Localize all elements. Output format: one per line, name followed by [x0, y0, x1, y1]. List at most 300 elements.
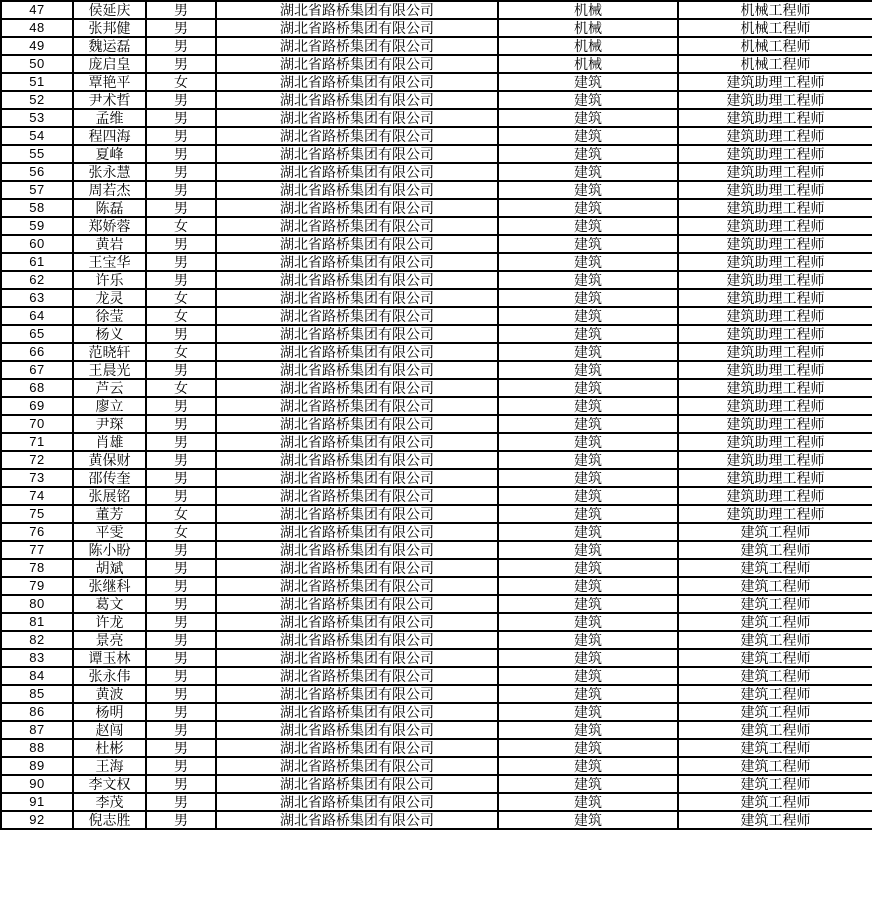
- company-cell: 湖北省路桥集团有限公司: [216, 91, 498, 109]
- title-cell: 建筑助理工程师: [678, 469, 872, 487]
- category-cell: 建筑: [498, 289, 678, 307]
- title-cell: 建筑工程师: [678, 595, 872, 613]
- gender-cell: 男: [146, 541, 216, 559]
- number-cell: 52: [1, 91, 73, 109]
- table-row: [1, 739, 872, 757]
- company-cell: 湖北省路桥集团有限公司: [216, 55, 498, 73]
- name-cell: 王宝华: [73, 253, 146, 271]
- table-row: [1, 433, 872, 451]
- gender-cell: 男: [146, 91, 216, 109]
- name-cell: 胡斌: [73, 559, 146, 577]
- gender-cell: 男: [146, 181, 216, 199]
- title-cell: 建筑助理工程师: [678, 235, 872, 253]
- category-cell: 建筑: [498, 397, 678, 415]
- table-row: [1, 757, 872, 775]
- number-cell: 65: [1, 325, 73, 343]
- table-row: [1, 109, 872, 127]
- company-cell: 湖北省路桥集团有限公司: [216, 253, 498, 271]
- gender-cell: 男: [146, 1, 216, 19]
- table-row: [1, 235, 872, 253]
- company-cell: 湖北省路桥集团有限公司: [216, 109, 498, 127]
- category-cell: 建筑: [498, 199, 678, 217]
- gender-cell: 男: [146, 127, 216, 145]
- category-cell: 建筑: [498, 595, 678, 613]
- number-cell: 50: [1, 55, 73, 73]
- category-cell: 建筑: [498, 523, 678, 541]
- name-cell: 庞启皇: [73, 55, 146, 73]
- company-cell: 湖北省路桥集团有限公司: [216, 433, 498, 451]
- gender-cell: 男: [146, 667, 216, 685]
- category-cell: 建筑: [498, 415, 678, 433]
- name-cell: 黄保财: [73, 451, 146, 469]
- title-cell: 机械工程师: [678, 37, 872, 55]
- title-cell: 机械工程师: [678, 1, 872, 19]
- number-cell: 90: [1, 775, 73, 793]
- gender-cell: 女: [146, 343, 216, 361]
- name-cell: 杨义: [73, 325, 146, 343]
- title-cell: 建筑工程师: [678, 757, 872, 775]
- table-row: [1, 775, 872, 793]
- company-cell: 湖北省路桥集团有限公司: [216, 451, 498, 469]
- name-cell: 平雯: [73, 523, 146, 541]
- gender-cell: 男: [146, 235, 216, 253]
- gender-cell: 男: [146, 451, 216, 469]
- table-row: [1, 685, 872, 703]
- number-cell: 60: [1, 235, 73, 253]
- table-row: [1, 415, 872, 433]
- title-cell: 建筑助理工程师: [678, 289, 872, 307]
- company-cell: 湖北省路桥集团有限公司: [216, 397, 498, 415]
- company-cell: 湖北省路桥集团有限公司: [216, 559, 498, 577]
- gender-cell: 男: [146, 793, 216, 811]
- name-cell: 董芳: [73, 505, 146, 523]
- table-row: [1, 91, 872, 109]
- gender-cell: 男: [146, 271, 216, 289]
- gender-cell: 女: [146, 505, 216, 523]
- title-cell: 机械工程师: [678, 19, 872, 37]
- name-cell: 许龙: [73, 613, 146, 631]
- table-row: [1, 271, 872, 289]
- name-cell: 魏运磊: [73, 37, 146, 55]
- table-row: [1, 649, 872, 667]
- company-cell: 湖北省路桥集团有限公司: [216, 811, 498, 829]
- gender-cell: 男: [146, 613, 216, 631]
- category-cell: 机械: [498, 37, 678, 55]
- category-cell: 建筑: [498, 181, 678, 199]
- company-cell: 湖北省路桥集团有限公司: [216, 145, 498, 163]
- number-cell: 79: [1, 577, 73, 595]
- name-cell: 廖立: [73, 397, 146, 415]
- name-cell: 杜彬: [73, 739, 146, 757]
- name-cell: 张展铭: [73, 487, 146, 505]
- number-cell: 66: [1, 343, 73, 361]
- category-cell: 建筑: [498, 307, 678, 325]
- title-cell: 建筑助理工程师: [678, 73, 872, 91]
- number-cell: 82: [1, 631, 73, 649]
- table-row: [1, 559, 872, 577]
- gender-cell: 男: [146, 559, 216, 577]
- table-row: [1, 343, 872, 361]
- company-cell: 湖北省路桥集团有限公司: [216, 415, 498, 433]
- name-cell: 邵传奎: [73, 469, 146, 487]
- table-row: [1, 613, 872, 631]
- company-cell: 湖北省路桥集团有限公司: [216, 307, 498, 325]
- number-cell: 85: [1, 685, 73, 703]
- category-cell: 建筑: [498, 793, 678, 811]
- gender-cell: 男: [146, 811, 216, 829]
- gender-cell: 男: [146, 649, 216, 667]
- title-cell: 建筑工程师: [678, 541, 872, 559]
- gender-cell: 男: [146, 19, 216, 37]
- category-cell: 建筑: [498, 721, 678, 739]
- number-cell: 56: [1, 163, 73, 181]
- company-cell: 湖北省路桥集团有限公司: [216, 343, 498, 361]
- number-cell: 57: [1, 181, 73, 199]
- gender-cell: 男: [146, 109, 216, 127]
- gender-cell: 男: [146, 703, 216, 721]
- company-cell: 湖北省路桥集团有限公司: [216, 757, 498, 775]
- personnel-table-body: [1, 1, 872, 829]
- title-cell: 建筑工程师: [678, 703, 872, 721]
- company-cell: 湖北省路桥集团有限公司: [216, 271, 498, 289]
- company-cell: 湖北省路桥集团有限公司: [216, 235, 498, 253]
- title-cell: 建筑工程师: [678, 685, 872, 703]
- category-cell: 建筑: [498, 667, 678, 685]
- title-cell: 建筑工程师: [678, 631, 872, 649]
- name-cell: 黄岩: [73, 235, 146, 253]
- category-cell: 建筑: [498, 739, 678, 757]
- title-cell: 建筑助理工程师: [678, 181, 872, 199]
- name-cell: 覃艳平: [73, 73, 146, 91]
- company-cell: 湖北省路桥集团有限公司: [216, 199, 498, 217]
- table-row: [1, 631, 872, 649]
- company-cell: 湖北省路桥集团有限公司: [216, 19, 498, 37]
- category-cell: 建筑: [498, 109, 678, 127]
- category-cell: 建筑: [498, 613, 678, 631]
- table-row: [1, 217, 872, 235]
- gender-cell: 男: [146, 757, 216, 775]
- category-cell: 建筑: [498, 811, 678, 829]
- number-cell: 80: [1, 595, 73, 613]
- table-row: [1, 37, 872, 55]
- category-cell: 建筑: [498, 253, 678, 271]
- company-cell: 湖北省路桥集团有限公司: [216, 163, 498, 181]
- table-row: [1, 181, 872, 199]
- gender-cell: 男: [146, 325, 216, 343]
- number-cell: 48: [1, 19, 73, 37]
- number-cell: 88: [1, 739, 73, 757]
- company-cell: 湖北省路桥集团有限公司: [216, 37, 498, 55]
- title-cell: 建筑工程师: [678, 523, 872, 541]
- gender-cell: 男: [146, 775, 216, 793]
- company-cell: 湖北省路桥集团有限公司: [216, 577, 498, 595]
- gender-cell: 女: [146, 289, 216, 307]
- table-row: [1, 325, 872, 343]
- gender-cell: 男: [146, 631, 216, 649]
- gender-cell: 男: [146, 469, 216, 487]
- title-cell: 建筑助理工程师: [678, 415, 872, 433]
- company-cell: 湖北省路桥集团有限公司: [216, 217, 498, 235]
- table-row: [1, 811, 872, 829]
- gender-cell: 男: [146, 397, 216, 415]
- name-cell: 尹术哲: [73, 91, 146, 109]
- name-cell: 孟维: [73, 109, 146, 127]
- company-cell: 湖北省路桥集团有限公司: [216, 595, 498, 613]
- company-cell: 湖北省路桥集团有限公司: [216, 73, 498, 91]
- gender-cell: 男: [146, 37, 216, 55]
- company-cell: 湖北省路桥集团有限公司: [216, 1, 498, 19]
- gender-cell: 男: [146, 739, 216, 757]
- number-cell: 83: [1, 649, 73, 667]
- company-cell: 湖北省路桥集团有限公司: [216, 793, 498, 811]
- number-cell: 51: [1, 73, 73, 91]
- title-cell: 建筑助理工程师: [678, 325, 872, 343]
- company-cell: 湖北省路桥集团有限公司: [216, 379, 498, 397]
- number-cell: 86: [1, 703, 73, 721]
- number-cell: 75: [1, 505, 73, 523]
- title-cell: 建筑助理工程师: [678, 451, 872, 469]
- table-row: [1, 253, 872, 271]
- category-cell: 建筑: [498, 649, 678, 667]
- category-cell: 建筑: [498, 451, 678, 469]
- table-row: [1, 469, 872, 487]
- title-cell: 建筑助理工程师: [678, 271, 872, 289]
- title-cell: 建筑助理工程师: [678, 91, 872, 109]
- gender-cell: 男: [146, 487, 216, 505]
- name-cell: 杨明: [73, 703, 146, 721]
- name-cell: 李茂: [73, 793, 146, 811]
- number-cell: 73: [1, 469, 73, 487]
- number-cell: 59: [1, 217, 73, 235]
- gender-cell: 男: [146, 361, 216, 379]
- gender-cell: 女: [146, 307, 216, 325]
- company-cell: 湖北省路桥集团有限公司: [216, 541, 498, 559]
- gender-cell: 男: [146, 253, 216, 271]
- name-cell: 赵闯: [73, 721, 146, 739]
- title-cell: 建筑助理工程师: [678, 379, 872, 397]
- name-cell: 芦云: [73, 379, 146, 397]
- title-cell: 建筑助理工程师: [678, 397, 872, 415]
- company-cell: 湖北省路桥集团有限公司: [216, 487, 498, 505]
- gender-cell: 男: [146, 721, 216, 739]
- table-row: [1, 451, 872, 469]
- company-cell: 湖北省路桥集团有限公司: [216, 289, 498, 307]
- number-cell: 84: [1, 667, 73, 685]
- number-cell: 87: [1, 721, 73, 739]
- gender-cell: 男: [146, 55, 216, 73]
- number-cell: 92: [1, 811, 73, 829]
- category-cell: 建筑: [498, 379, 678, 397]
- table-row: [1, 145, 872, 163]
- table-row: [1, 505, 872, 523]
- category-cell: 建筑: [498, 775, 678, 793]
- table-row: [1, 163, 872, 181]
- number-cell: 54: [1, 127, 73, 145]
- number-cell: 89: [1, 757, 73, 775]
- gender-cell: 男: [146, 163, 216, 181]
- gender-cell: 女: [146, 523, 216, 541]
- company-cell: 湖北省路桥集团有限公司: [216, 325, 498, 343]
- company-cell: 湖北省路桥集团有限公司: [216, 631, 498, 649]
- table-row: [1, 703, 872, 721]
- name-cell: 陈小盼: [73, 541, 146, 559]
- name-cell: 黄波: [73, 685, 146, 703]
- number-cell: 61: [1, 253, 73, 271]
- category-cell: 建筑: [498, 487, 678, 505]
- title-cell: 建筑助理工程师: [678, 505, 872, 523]
- table-row: [1, 667, 872, 685]
- category-cell: 建筑: [498, 469, 678, 487]
- table-row: [1, 577, 872, 595]
- table-row: [1, 361, 872, 379]
- name-cell: 尹琛: [73, 415, 146, 433]
- table-row: [1, 199, 872, 217]
- category-cell: 建筑: [498, 703, 678, 721]
- name-cell: 夏峰: [73, 145, 146, 163]
- title-cell: 建筑助理工程师: [678, 127, 872, 145]
- category-cell: 建筑: [498, 757, 678, 775]
- title-cell: 建筑工程师: [678, 649, 872, 667]
- company-cell: 湖北省路桥集团有限公司: [216, 505, 498, 523]
- number-cell: 74: [1, 487, 73, 505]
- gender-cell: 女: [146, 73, 216, 91]
- category-cell: 建筑: [498, 325, 678, 343]
- title-cell: 建筑助理工程师: [678, 199, 872, 217]
- number-cell: 55: [1, 145, 73, 163]
- gender-cell: 男: [146, 577, 216, 595]
- table-row: [1, 1, 872, 19]
- table-row: [1, 397, 872, 415]
- number-cell: 62: [1, 271, 73, 289]
- number-cell: 67: [1, 361, 73, 379]
- company-cell: 湖北省路桥集团有限公司: [216, 721, 498, 739]
- name-cell: 谭玉林: [73, 649, 146, 667]
- title-cell: 建筑工程师: [678, 613, 872, 631]
- name-cell: 程四海: [73, 127, 146, 145]
- title-cell: 建筑助理工程师: [678, 109, 872, 127]
- gender-cell: 女: [146, 217, 216, 235]
- table-row: [1, 55, 872, 73]
- table-row: [1, 721, 872, 739]
- title-cell: 建筑工程师: [678, 811, 872, 829]
- category-cell: 建筑: [498, 577, 678, 595]
- name-cell: 许乐: [73, 271, 146, 289]
- number-cell: 49: [1, 37, 73, 55]
- company-cell: 湖北省路桥集团有限公司: [216, 739, 498, 757]
- category-cell: 建筑: [498, 505, 678, 523]
- number-cell: 53: [1, 109, 73, 127]
- name-cell: 郑娇蓉: [73, 217, 146, 235]
- table-row: [1, 487, 872, 505]
- name-cell: 龙灵: [73, 289, 146, 307]
- name-cell: 陈磊: [73, 199, 146, 217]
- gender-cell: 男: [146, 415, 216, 433]
- title-cell: 建筑工程师: [678, 775, 872, 793]
- company-cell: 湖北省路桥集团有限公司: [216, 181, 498, 199]
- category-cell: 建筑: [498, 127, 678, 145]
- category-cell: 机械: [498, 55, 678, 73]
- category-cell: 机械: [498, 1, 678, 19]
- title-cell: 建筑助理工程师: [678, 145, 872, 163]
- number-cell: 68: [1, 379, 73, 397]
- title-cell: 建筑工程师: [678, 559, 872, 577]
- number-cell: 47: [1, 1, 73, 19]
- name-cell: 葛文: [73, 595, 146, 613]
- title-cell: 建筑助理工程师: [678, 163, 872, 181]
- number-cell: 69: [1, 397, 73, 415]
- name-cell: 李文权: [73, 775, 146, 793]
- table-row: [1, 541, 872, 559]
- gender-cell: 男: [146, 595, 216, 613]
- number-cell: 78: [1, 559, 73, 577]
- name-cell: 王海: [73, 757, 146, 775]
- gender-cell: 男: [146, 199, 216, 217]
- title-cell: 建筑助理工程师: [678, 487, 872, 505]
- table-row: [1, 127, 872, 145]
- category-cell: 建筑: [498, 145, 678, 163]
- title-cell: 建筑助理工程师: [678, 343, 872, 361]
- category-cell: 建筑: [498, 163, 678, 181]
- category-cell: 建筑: [498, 73, 678, 91]
- name-cell: 侯延庆: [73, 1, 146, 19]
- name-cell: 张永慧: [73, 163, 146, 181]
- title-cell: 建筑工程师: [678, 577, 872, 595]
- company-cell: 湖北省路桥集团有限公司: [216, 703, 498, 721]
- table-row: [1, 19, 872, 37]
- table-row: [1, 73, 872, 91]
- company-cell: 湖北省路桥集团有限公司: [216, 667, 498, 685]
- title-cell: 建筑工程师: [678, 721, 872, 739]
- category-cell: 建筑: [498, 631, 678, 649]
- category-cell: 建筑: [498, 433, 678, 451]
- table-row: [1, 595, 872, 613]
- title-cell: 建筑助理工程师: [678, 433, 872, 451]
- table-row: [1, 379, 872, 397]
- category-cell: 建筑: [498, 541, 678, 559]
- gender-cell: 男: [146, 145, 216, 163]
- category-cell: 建筑: [498, 685, 678, 703]
- number-cell: 71: [1, 433, 73, 451]
- gender-cell: 女: [146, 379, 216, 397]
- title-cell: 建筑助理工程师: [678, 253, 872, 271]
- name-cell: 肖雄: [73, 433, 146, 451]
- company-cell: 湖北省路桥集团有限公司: [216, 127, 498, 145]
- name-cell: 范晓轩: [73, 343, 146, 361]
- number-cell: 77: [1, 541, 73, 559]
- name-cell: 倪志胜: [73, 811, 146, 829]
- name-cell: 王晨光: [73, 361, 146, 379]
- number-cell: 70: [1, 415, 73, 433]
- company-cell: 湖北省路桥集团有限公司: [216, 685, 498, 703]
- category-cell: 建筑: [498, 343, 678, 361]
- name-cell: 周若杰: [73, 181, 146, 199]
- company-cell: 湖北省路桥集团有限公司: [216, 469, 498, 487]
- company-cell: 湖北省路桥集团有限公司: [216, 775, 498, 793]
- title-cell: 机械工程师: [678, 55, 872, 73]
- number-cell: 76: [1, 523, 73, 541]
- number-cell: 63: [1, 289, 73, 307]
- table-row: [1, 307, 872, 325]
- gender-cell: 男: [146, 685, 216, 703]
- name-cell: 张永伟: [73, 667, 146, 685]
- category-cell: 建筑: [498, 271, 678, 289]
- table-row: [1, 289, 872, 307]
- category-cell: 建筑: [498, 361, 678, 379]
- category-cell: 建筑: [498, 235, 678, 253]
- company-cell: 湖北省路桥集团有限公司: [216, 649, 498, 667]
- company-cell: 湖北省路桥集团有限公司: [216, 613, 498, 631]
- name-cell: 张继科: [73, 577, 146, 595]
